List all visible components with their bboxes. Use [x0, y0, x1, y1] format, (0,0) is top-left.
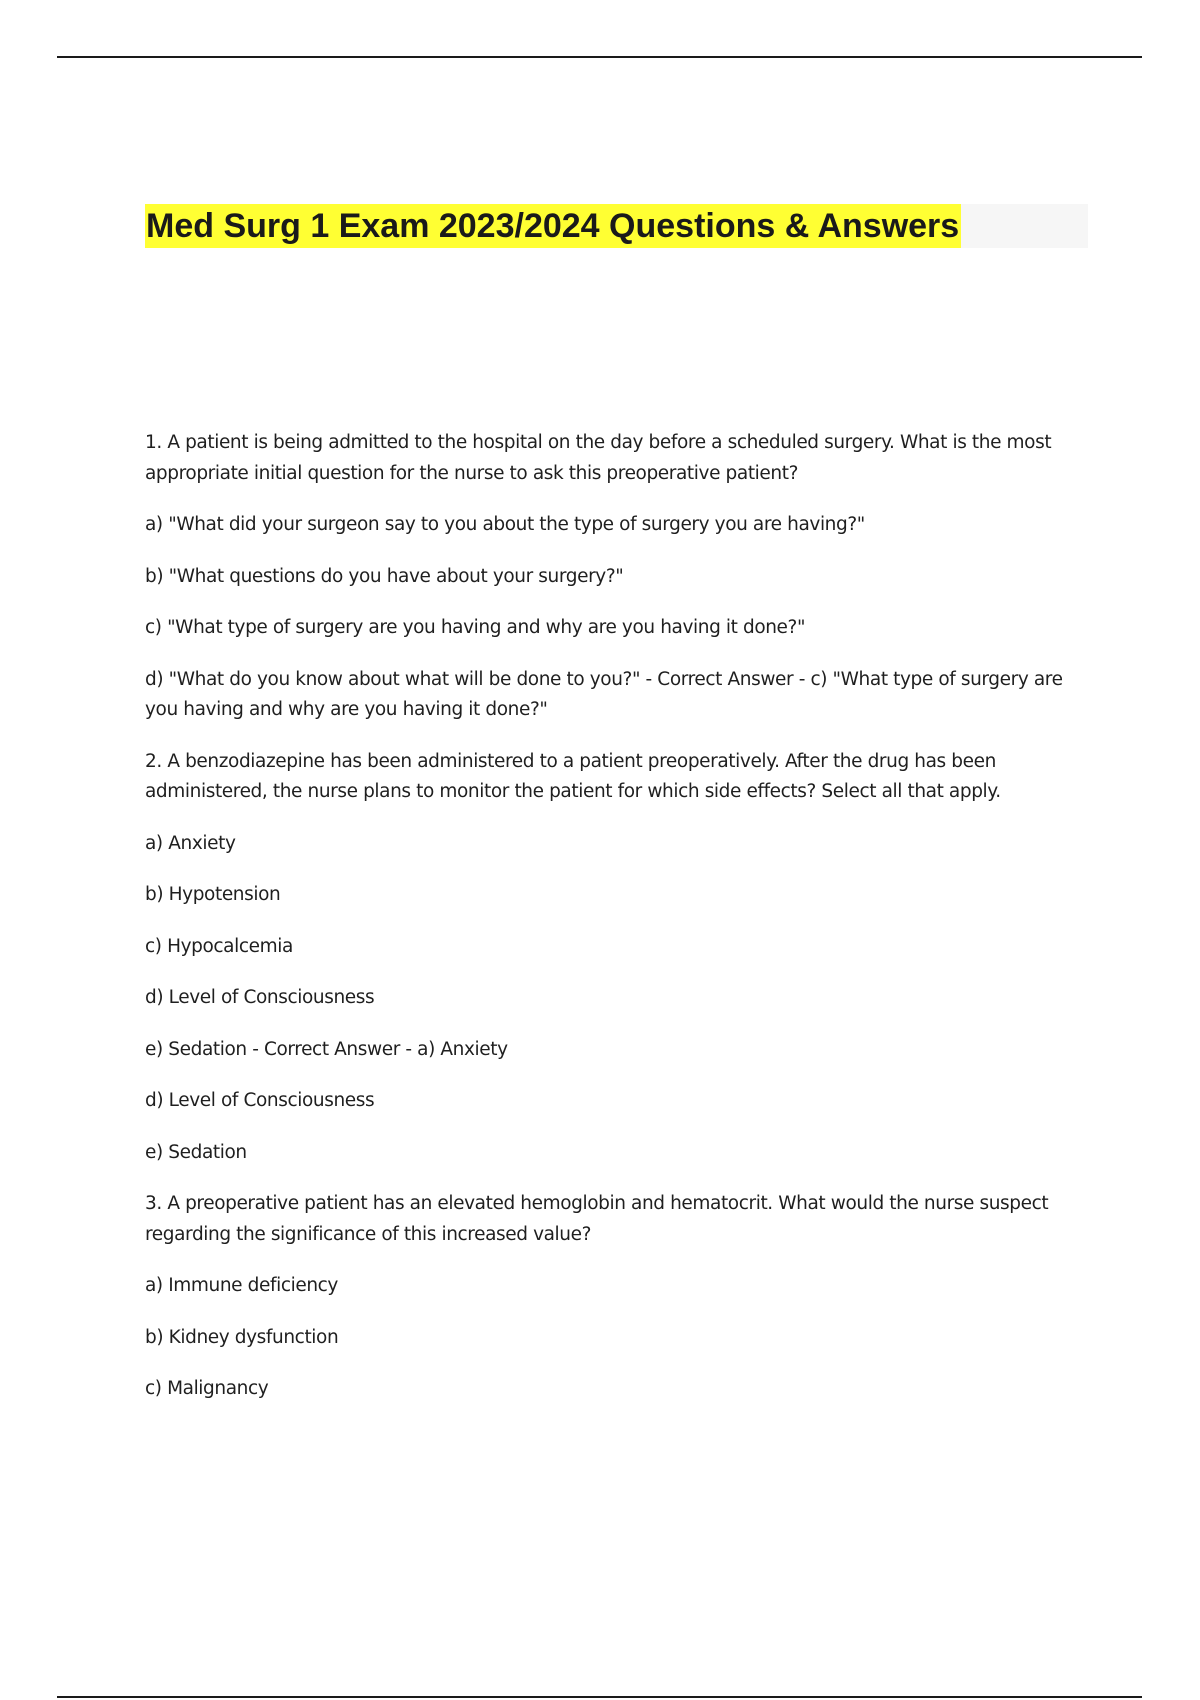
document-title: Med Surg 1 Exam 2023/2024 Questions & Answers: [145, 204, 961, 248]
question-3-option-a: a) Immune deficiency: [145, 1275, 338, 1296]
top-rule: [57, 56, 1142, 58]
question-3-stem: 3. A preoperative patient has an elevated hemoglobin and hematocrit. What would the nurse suspect regarding the significance of this increased value?: [145, 1193, 1049, 1245]
question-2-answer-e: e) Sedation: [145, 1141, 247, 1163]
question-2-option-a: a) Anxiety: [145, 832, 236, 854]
document-body: [145, 428, 1095, 1426]
question-1-option-c: c) "What type of surgery are you having and why are you having it done?": [145, 617, 806, 638]
question-2-stem: 2. A benzodiazepine has been administered to a patient preoperatively. After the drug has been administered, the nurse plans to monitor the patient for which side effects? Select all that apply.: [145, 750, 1001, 802]
question-2-answer-d: d) Level of Consciousness: [145, 1090, 375, 1111]
title-band: [145, 204, 1088, 248]
bottom-rule: [57, 1696, 1142, 1698]
question-2-option-b: b) Hypotension: [145, 884, 281, 905]
question-1-option-b: b) "What questions do you have about your surgery?": [145, 565, 624, 587]
question-1-option-a: a) "What did your surgeon say to you about the type of surgery you are having?": [145, 514, 865, 535]
question-2-option-c: c) Hypocalcemia: [145, 935, 293, 957]
question-2-option-e-answer: e) Sedation - Correct Answer - a) Anxiety: [145, 1038, 508, 1060]
question-3-option-b: b) Kidney dysfunction: [145, 1326, 339, 1348]
question-3-option-c: c) Malignancy: [145, 1378, 269, 1399]
question-1-option-d-answer: d) "What do you know about what will be done to you?" - Correct Answer - c) "What type of surgery are you having and why are you having it done?": [145, 668, 1063, 720]
question-1-stem: 1. A patient is being admitted to the hospital on the day before a scheduled surgery. What is the most appropriate initial question for the nurse to ask this preoperative patient?: [145, 432, 1052, 484]
question-2-option-d: d) Level of Consciousness: [145, 987, 375, 1008]
